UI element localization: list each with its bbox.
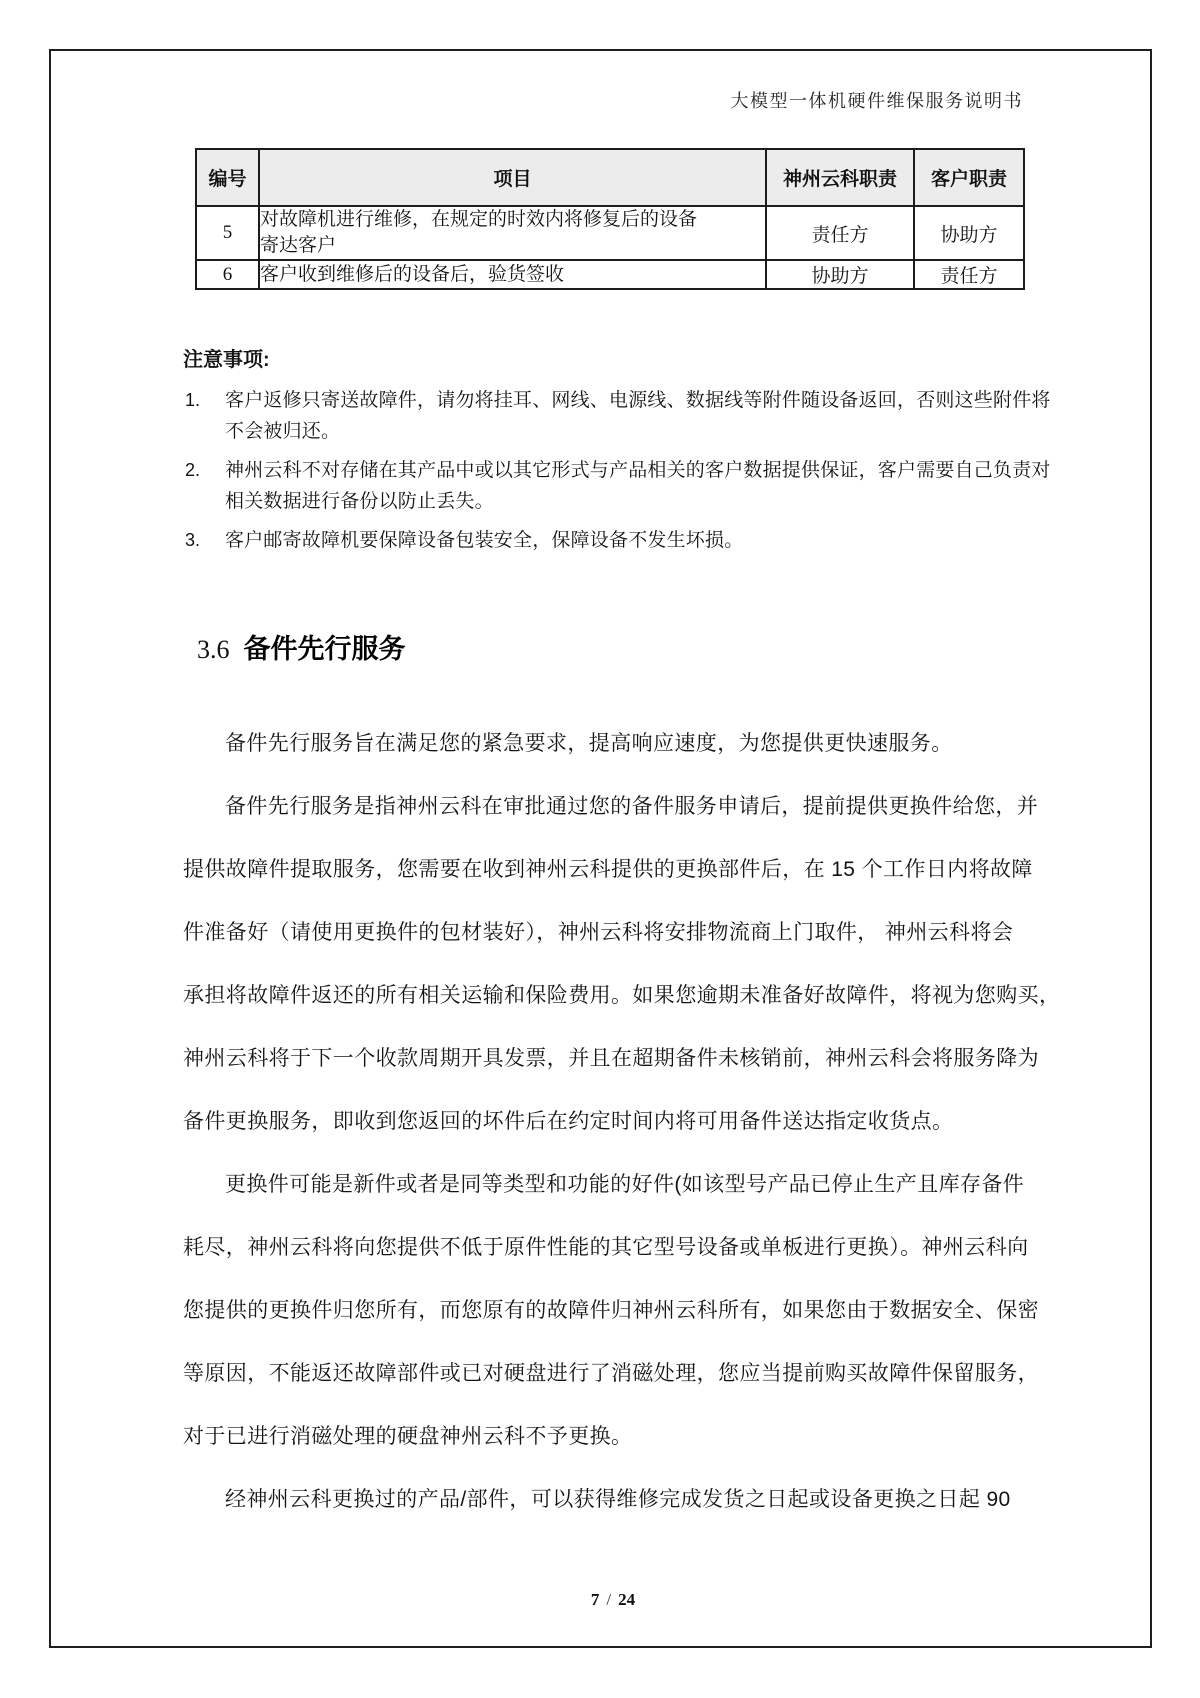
- cell-item-description: [259, 206, 766, 260]
- paragraph-line: 神州云科将于下一个收款周期开具发票，并且在超期备件未核销前，神州云科会将服务降为: [183, 1047, 1039, 1070]
- section-number: 3.6: [197, 635, 230, 664]
- section-heading: [197, 629, 406, 674]
- cell-customer-role: 责任方: [914, 260, 1024, 289]
- paragraph-line: 耗尽，神州云科将向您提供不低于原件性能的其它型号设备或单板进行更换）。神州云科向: [183, 1236, 1029, 1259]
- cell-row-number: 5: [196, 206, 259, 260]
- cell-item-description: [259, 260, 766, 289]
- note-line: 不会被归还。: [225, 421, 341, 442]
- paragraph-line: 更换件可能是新件或者是同等类型和功能的好件(如该型号产品已停止生产且库存备件: [225, 1173, 1025, 1196]
- note-item: [183, 455, 1083, 517]
- note-item: [183, 385, 1083, 447]
- notes-list: [183, 385, 1083, 564]
- total-page-count: 24: [618, 1590, 636, 1609]
- note-line: 神州云科不对存储在其产品中或以其它形式与产品相关的客户数据提供保证，客户需要自己负责对: [225, 460, 1051, 481]
- table-row: [196, 260, 1024, 289]
- table-header-item: 项目: [259, 149, 766, 206]
- note-text: [225, 525, 1083, 556]
- paragraph-line: 承担将故障件返还的所有相关运输和保险费用。如果您逾期未准备好故障件，将视为您购买，: [183, 984, 1061, 1007]
- page-border-frame: [49, 49, 1152, 1648]
- note-text: [225, 455, 1083, 517]
- paragraph-line: 备件先行服务是指神州云科在审批通过您的备件服务申请后，提前提供更换件给您，并: [225, 795, 1039, 818]
- note-text: [225, 385, 1083, 447]
- cell-row-number: 6: [196, 260, 259, 289]
- paragraph-line: 件准备好（请使用更换件的包材装好），神州云科将安排物流商上门取件， 神州云科将会: [183, 921, 1014, 944]
- paragraph-line: 等原因，不能返还故障部件或已对硬盘进行了消磁处理，您应当提前购买故障件保留服务，: [183, 1362, 1039, 1385]
- paragraph-line: 备件先行服务旨在满足您的紧急要求，提高响应速度，为您提供更快速服务。: [225, 732, 953, 755]
- cell-vendor-role: 责任方: [766, 206, 914, 260]
- note-number: 2.: [185, 460, 201, 480]
- paragraph-line: 对于已进行消磁处理的硬盘神州云科不予更换。: [183, 1425, 633, 1448]
- table-header-number: 编号: [196, 149, 259, 206]
- note-line: 相关数据进行备份以防止丢失。: [225, 491, 494, 512]
- section-body-text: [183, 712, 1063, 1531]
- cell-item-line: 寄达客户: [260, 235, 337, 256]
- paragraph-line: 您提供的更换件归您所有，而您原有的故障件归神州云科所有，如果您由于数据安全、保密: [183, 1299, 1039, 1322]
- table-header-row: [196, 149, 1024, 206]
- paragraph-line: 经神州云科更换过的产品/部件，可以获得维修完成发货之日起或设备更换之日起 90: [225, 1488, 1011, 1511]
- paragraph-line: 提供故障件提取服务，您需要在收到神州云科提供的更换部件后，在 15 个工作日内将故障: [183, 858, 1033, 881]
- note-line: 客户邮寄故障机要保障设备包装安全，保障设备不发生坏损。: [225, 530, 744, 551]
- note-line: 客户返修只寄送故障件，请勿将挂耳、网线、电源线、数据线等附件随设备返回，否则这些附件将: [225, 390, 1051, 411]
- cell-customer-role: 协助方: [914, 206, 1024, 260]
- note-number: 3.: [185, 530, 201, 550]
- table-header-customer-duty: 客户职责: [914, 149, 1024, 206]
- notes-section-title: 注意事项:: [183, 349, 270, 371]
- table-row: [196, 206, 1024, 260]
- document-header-title: 大模型一体机硬件维保服务说明书: [730, 91, 1023, 111]
- cell-item-line: 客户收到维修后的设备后，验货签收: [260, 263, 565, 285]
- note-number: 1.: [185, 390, 201, 410]
- table-header-vendor-duty: 神州云科职责: [766, 149, 914, 206]
- responsibility-table: [195, 148, 1025, 290]
- paragraph-line: 备件更换服务，即收到您返回的坏件后在约定时间内将可用备件送达指定收货点。: [183, 1110, 954, 1133]
- note-item: [183, 525, 1083, 556]
- section-title: 备件先行服务: [243, 634, 406, 664]
- current-page-number: 7: [590, 1590, 600, 1609]
- page-footer: [183, 1589, 1043, 1611]
- cell-item-line: 对故障机进行维修，在规定的时效内将修复后的设备: [260, 209, 698, 230]
- page-number-separator: /: [606, 1590, 612, 1609]
- cell-vendor-role: 协助方: [766, 260, 914, 289]
